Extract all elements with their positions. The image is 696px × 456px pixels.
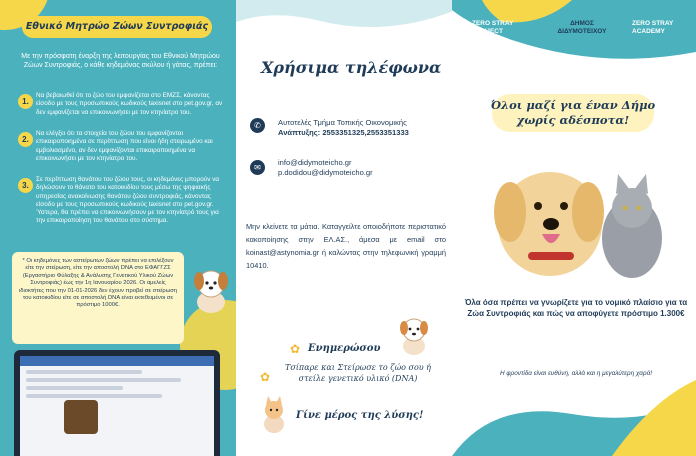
step-text: Να βεβαιωθεί ότι το ζώο του εμφανίζεται στο ΕΜΖΣ, κάνοντας είσοδο με τους προσωπικούς κωδικούς taxisnet στο pet.gov.gr, αν δεν εμφανίζεται να επικοινωνήσει με τον κτηνίατρο του. (36, 92, 223, 116)
step-text: Να ελέγξει ότι τα στοιχεία του ζώου του εμφανίζονται επικαιροποιημένα σε περίπτωση που είναι ήδη στειρωμένο και εμβολιασμένο, αν δεν εμφανίζονται επικαιροποιημένα να επικοινωνήσει με τον κτηνίατρο του. (36, 130, 213, 162)
legal-framework-text: Όλα όσα πρέπει να γνωρίζετε για το νομικό πλαίσιο για τα Ζώα Συντροφιάς και πώς να αποφύγετε πρόστιμο 1.300€ (464, 298, 688, 318)
step-1 (18, 92, 228, 132)
email-contact (278, 158, 373, 178)
phone-contact (278, 118, 409, 138)
registry-title: Εθνικό Μητρώο Ζώων Συντροφιάς (22, 16, 212, 38)
screen-line (26, 370, 142, 374)
screen-line (26, 386, 123, 390)
phone-icon: ✆ (250, 118, 265, 133)
slogan: Όλοι μαζί για έναν Δήμο χωρίς αδέσποτα! (490, 98, 656, 127)
dog-and-cat-photo (480, 142, 670, 282)
decor-wave-bottom (452, 380, 696, 456)
screen-line (26, 378, 181, 382)
puppy-illustration (396, 312, 432, 356)
step-number: 1. (18, 94, 33, 109)
contact-department: Αυτοτελές Τμήμα Τοπικής Οικονομικής (278, 118, 407, 127)
screen-header-bar (20, 356, 214, 366)
inform-heading: Ενημερώσου (308, 343, 381, 354)
municipality-logo: ΔΗΜΟΣ ΔΙΔΥΜΟΤΕΙΧΟΥ (557, 20, 607, 35)
microchip-sterilize-message: Τσίπαρε και Στείρωσε το ζώο σου ή στείλε γενετικό υλικό (DNA) (285, 363, 431, 383)
screen-line (26, 394, 162, 398)
left-panel (0, 0, 236, 456)
step-text: Σε περίπτωση θανάτου του ζώου τους, οι κηδεμόνες μπορούν να δηλώσουν το θάνατο του κατοικιδίου τους μέσω της ψηφιακής υπηρεσίας ανακοίνωσης θανάτου ζώου συντροφιάς, κάνοντας είσοδο με τους προσωπικούς κωδικούς taxisnet στο pet.gov.gr. Ύστερα, θα πρέπει να επικοινωνήσουν με τον κτηνίατρό τους για την επικαιροποίηση του θανάτου στο σύστημα. (36, 176, 220, 225)
kitten-illustration (259, 394, 289, 434)
contact-phones[interactable]: Ανάπτυξης: 2553351325,2553351333 (278, 128, 409, 137)
dog-photo-thumbnail (64, 400, 98, 434)
useful-phones-title: Χρήσιμα τηλέφωνα (261, 58, 442, 77)
mail-icon: ✉ (250, 160, 265, 175)
zero-stray-academy-logo: ZERO STRAY ACADEMY (632, 20, 674, 35)
middle-panel (236, 0, 452, 456)
email-link[interactable]: info@didymoteicho.gr (278, 158, 352, 167)
logo-bar (462, 14, 694, 54)
registry-screenshot (20, 356, 214, 456)
step-number: 3. (18, 178, 33, 193)
paw-icon: ✿ (260, 370, 271, 384)
step-number: 2. (18, 132, 33, 147)
puppy-illustration (189, 262, 233, 314)
abuse-report-notice: Μην κλείνετε τα μάτια. Καταγγείλτε οποιοδήποτε περιστατικό κακοποίησης στην ΕΛ.ΑΣ., άμεσα με email στο koinast@astynomia.gr ή καλώντας στην τηλεφωνική γραμμή 10410. (246, 222, 446, 270)
step-3 (18, 176, 228, 246)
care-responsibility-note: Η φροντίδα είναι ευθύνη, αλλά και η μεγαλύτερη χαρά! (499, 370, 653, 377)
laptop-mockup (14, 350, 220, 456)
paw-icon: ✿ (290, 342, 301, 356)
right-panel (452, 0, 696, 456)
be-part-of-solution: Γίνε μέρος της λύσης! (296, 410, 424, 421)
step-2 (18, 130, 228, 174)
decor-wave (236, 0, 452, 40)
zero-stray-pawject-logo: ZERO STRAY PAWJECT (472, 20, 514, 35)
registry-intro: Με την πρόσφατη έναρξη της λειτουργίας του Εθνικού Μητρώου Ζώων Συντροφιάς, ο κάθε κηδεμόνας σκύλου ή γάτας, πρέπει: (21, 53, 220, 69)
dna-deadline-note: * Οι κηδεμόνες των αστείρωτων ζώων πρέπει να επιλέξουν είτε την στείρωση, είτε την αποστολή DNA στο ΕΦΑΓΓΖΣ (Εργαστήριο Φύλαξης & Ανάλυσης Γενετικού Υλικού Ζώων Συντροφιάς) έως την 1η Ιανουαρίου 2026. Οι αμελείς ιδιοκτήτες που την 01-01-2026 δεν έχουν προβεί σε στείρωση του κατοικιδίου είτε σε αποστολή DNA είναι εκτεθειμένοι σε πρόστιμο 1000€. (12, 252, 184, 344)
email-link[interactable]: p.dodidou@didymoteicho.gr (278, 168, 373, 177)
